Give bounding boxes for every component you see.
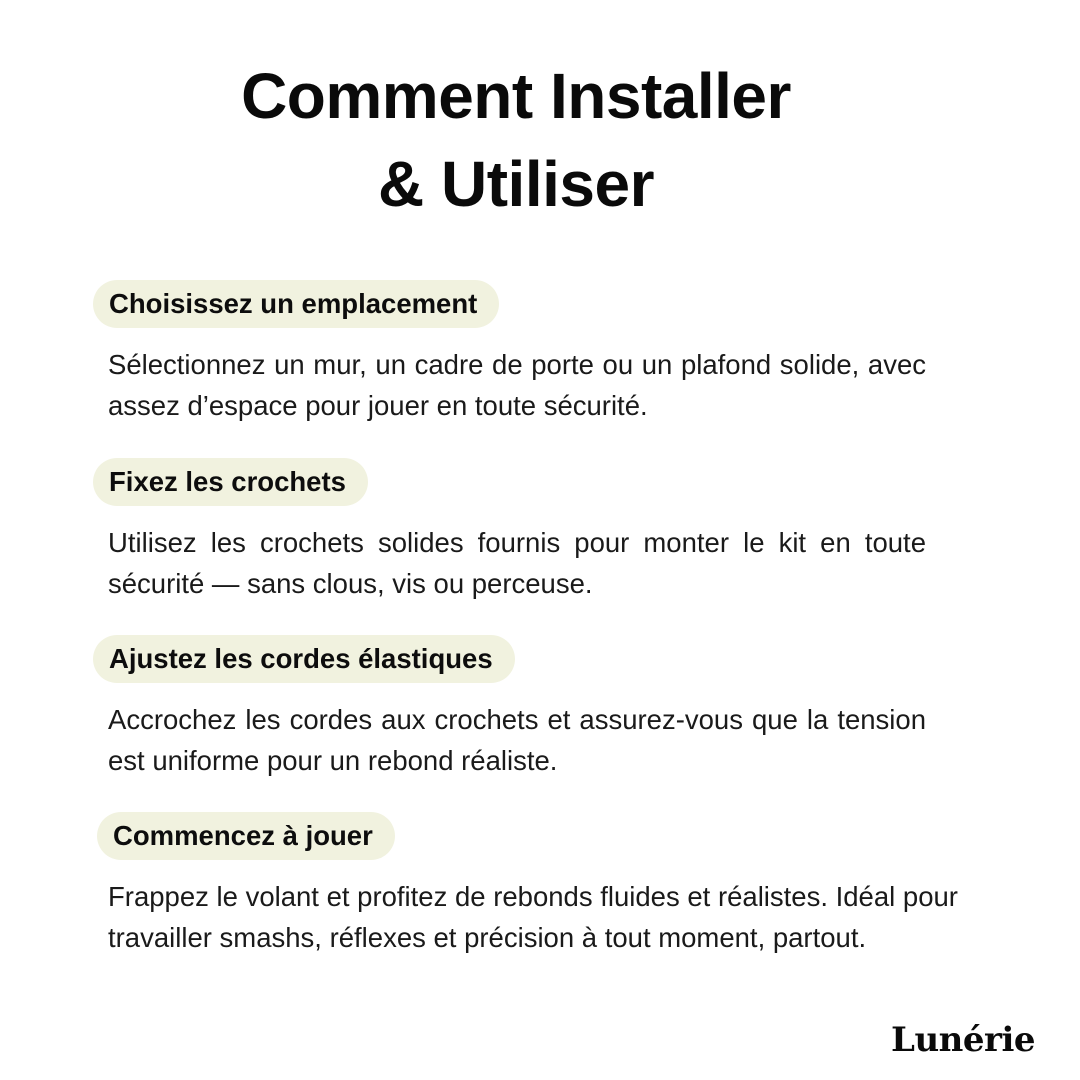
step-fix-hooks bbox=[93, 458, 993, 604]
step-adjust-cords bbox=[93, 635, 993, 781]
brand-logo: Lunérie bbox=[891, 1020, 1035, 1060]
step-heading-pill: Choisissez un emplacement bbox=[93, 280, 499, 328]
page-title-line-1: Comment Installer bbox=[241, 60, 791, 132]
step-description: Accrochez les cordes aux crochets et assurez-vous que la tension est uniforme pour un rebond réaliste. bbox=[108, 704, 926, 776]
page-title bbox=[0, 52, 1032, 228]
step-heading-pill: Commencez à jouer bbox=[97, 812, 395, 860]
step-heading-pill: Ajustez les cordes élastiques bbox=[93, 635, 515, 683]
step-heading-pill: Fixez les crochets bbox=[93, 458, 368, 506]
step-choose-location bbox=[93, 280, 993, 426]
step-description: Sélectionnez un mur, un cadre de porte ou un plafond solide, avec assez d’espace pour jouer en toute sécurité. bbox=[108, 349, 926, 421]
step-start-playing bbox=[97, 812, 997, 958]
page-title-line-2: & Utiliser bbox=[378, 148, 654, 220]
step-description: Frappez le volant et profitez de rebonds fluides et réalistes. Idéal pour travailler smashs, réflexes et précision à tout moment, partout. bbox=[108, 881, 958, 953]
step-description: Utilisez les crochets solides fournis pour monter le kit en toute sécurité — sans clous, vis ou perceuse. bbox=[108, 527, 926, 599]
